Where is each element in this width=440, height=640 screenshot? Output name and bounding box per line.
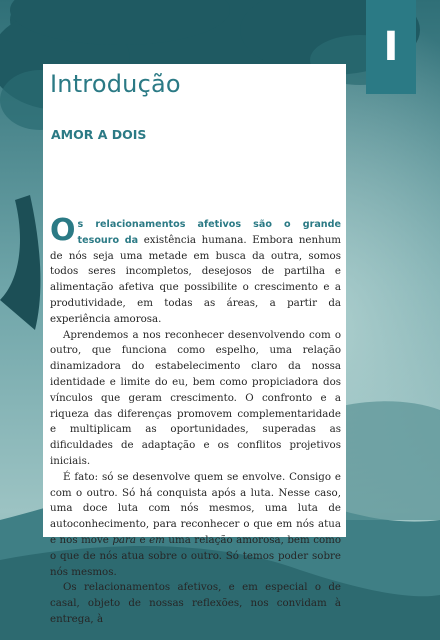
body-text: [50, 213, 342, 628]
drop-cap: O: [50, 213, 76, 248]
paragraph-4: Os relacionamentos afetivos, e em especial o de casal, objeto de nossas reflexões, nos convidam à entrega, à: [50, 581, 341, 625]
chapter-tab: [366, 0, 416, 94]
page-title: Introdução: [50, 70, 181, 98]
paragraph-3: É fato: só se desenvolve quem se envolve. Consigo e com o outro. Só há conquista após a luta. Nesse caso, uma doce luta com nós mesmos, uma luta de autoconhecimento, para reconhecer o que em nós atua e nos move para e em uma relação amorosa, bem como o que de nós atua sobre o outro. Só temos poder sobre nós mesmos.: [50, 470, 342, 578]
chapter-number: I: [383, 24, 399, 70]
paragraph-1: [50, 213, 342, 328]
section-subtitle: AMOR A DOIS: [51, 127, 147, 142]
paragraph-2: Aprendemos a nos reconhecer desenvolvendo com o outro, que funciona como espelho, uma relação dinamizadora do estabelecimento claro da nossa identidade e limite do eu, bem como propiciadora dos vínculos que geram crescimento. O confronto e a riqueza das diferenças promovem complementaridade e multiplicam as oportunidades, superadas as dificuldades de adaptação e os conflitos projetivos iniciais.: [50, 328, 341, 467]
paragraph-1-text: existência humana. Embora nenhum de nós seja uma metade em busca da outra, somos todos seres incompletos, desejosos de partilha e alimentação afetiva que possibilite o crescimento e a produtividade, em todas as áreas, a partir da experiência amorosa.: [50, 233, 342, 325]
lead-in: s relacionamentos afetivos são o grande tesouro da: [77, 219, 341, 246]
text-page: [43, 64, 346, 625]
